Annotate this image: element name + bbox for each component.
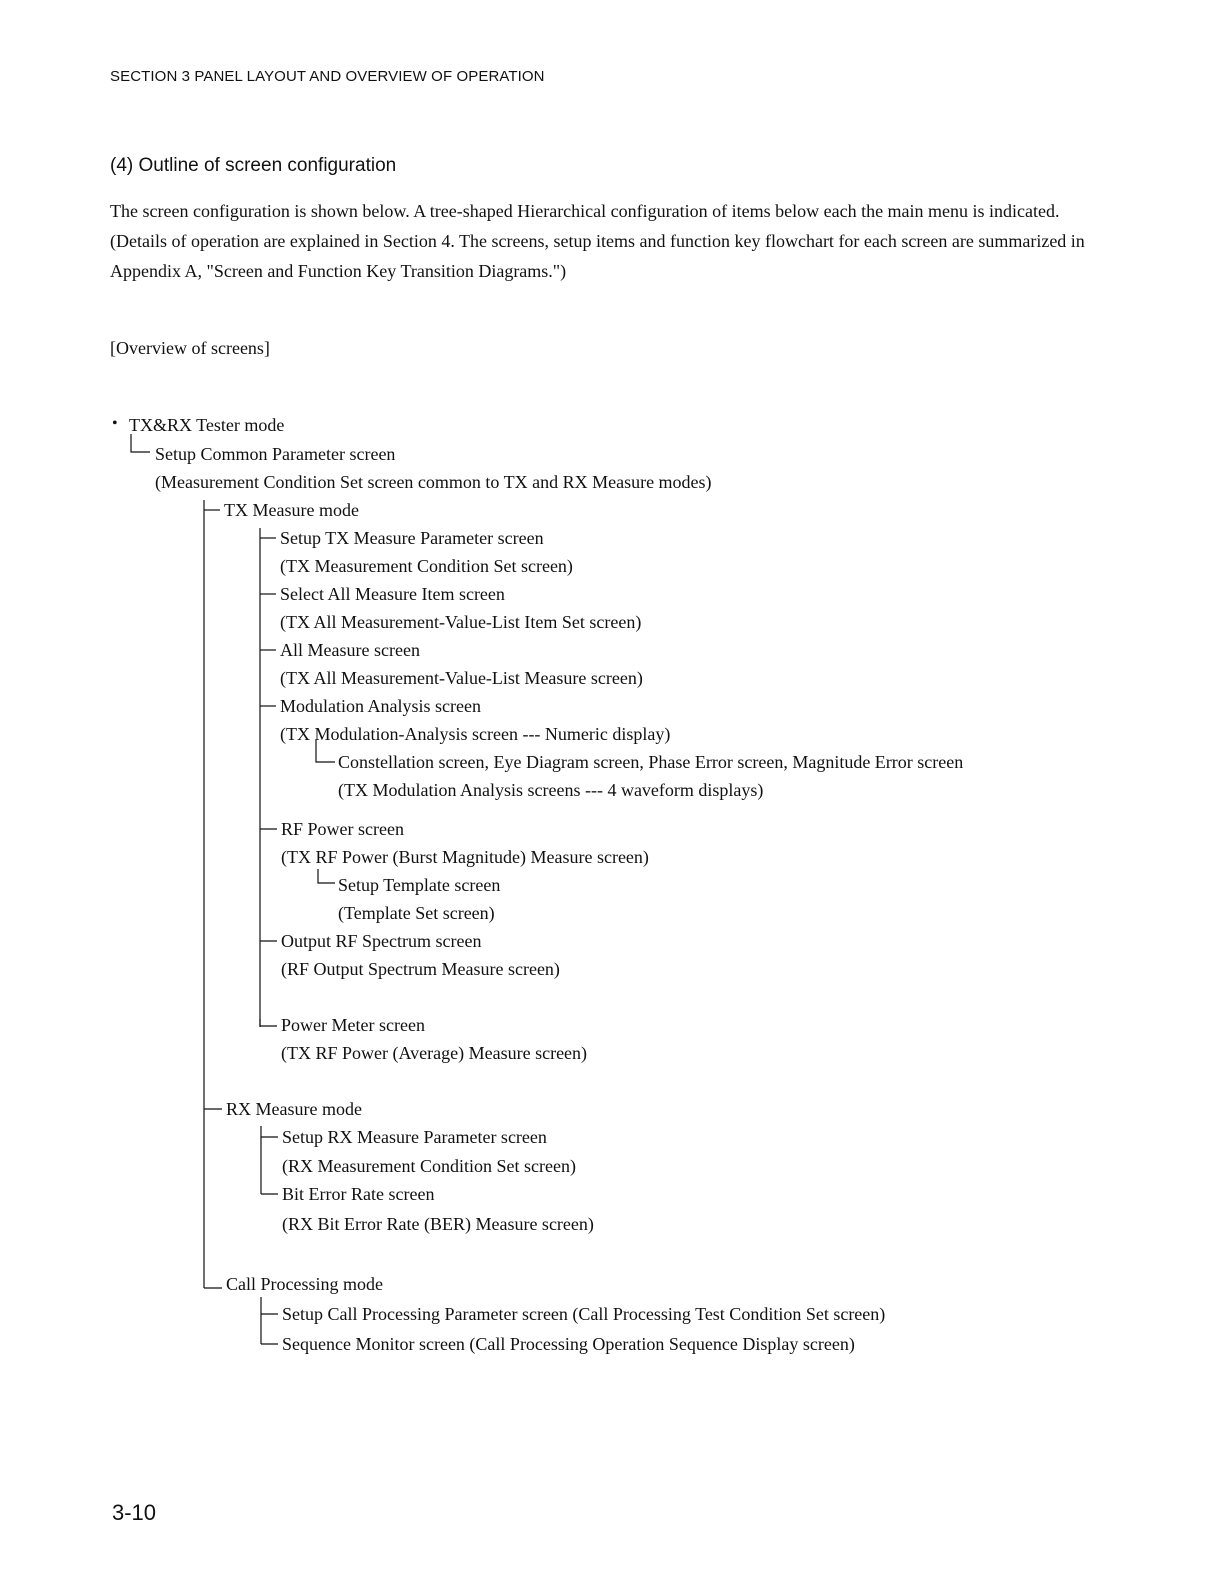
tree-tx-all-measure: All Measure screen (280, 640, 420, 660)
tree-tx-template: Setup Template screen (338, 875, 501, 895)
tree-rx-mode: RX Measure mode (226, 1099, 362, 1119)
tree-tx-spectrum-desc: (RF Output Spectrum Measure screen) (281, 959, 560, 979)
page-number: 3-10 (112, 1500, 157, 1525)
tree-tx-spectrum: Output RF Spectrum screen (281, 931, 482, 951)
tree-call-mode: Call Processing mode (226, 1274, 383, 1294)
tree-tx-constellation: Constellation screen, Eye Diagram screen, Phase Error screen, Magnitude Error screen (338, 752, 964, 772)
tree-tx-select-all: Select All Measure Item screen (280, 584, 505, 604)
tree-tx-all-measure-desc: (TX All Measurement-Value-List Measure screen) (280, 668, 643, 688)
subsection-heading: (4) Outline of screen configuration (110, 155, 397, 176)
tree-tx-constellation-desc: (TX Modulation Analysis screens --- 4 waveform displays) (338, 780, 764, 800)
tree-tx-template-desc: (Template Set screen) (338, 903, 495, 923)
tree-call-setup: Setup Call Processing Parameter screen (Call Processing Test Condition Set screen) (282, 1304, 886, 1324)
tree-tx-setup: Setup TX Measure Parameter screen (280, 528, 544, 548)
tree-root: TX&RX Tester mode (129, 415, 285, 435)
connector-tx-powermeter (260, 1019, 277, 1026)
tree-common-desc: (Measurement Condition Set screen common to TX and RX Measure modes) (155, 472, 712, 492)
tree-tx-rf-power: RF Power screen (281, 819, 404, 839)
root-bullet: • (112, 415, 118, 432)
connector-template (318, 869, 335, 883)
connector-common (131, 434, 150, 452)
intro-paragraph: The screen configuration is shown below. A tree-shaped Hierarchical configuration of items below each the main menu is indicated. (Details of operation are explained in Section 4. The screens, setup items and function key flowchart for each screen are summarized in Appendix A, "Screen and Function Key Transition Diagrams.") (110, 201, 1085, 281)
tree-tx-modulation: Modulation Analysis screen (280, 696, 481, 716)
tree-tx-power-meter: Power Meter screen (281, 1015, 425, 1035)
tree-tx-rf-power-desc: (TX RF Power (Burst Magnitude) Measure screen) (281, 847, 649, 867)
overview-label: [Overview of screens] (110, 338, 270, 358)
tree-tx-mode: TX Measure mode (224, 500, 359, 520)
tree-common: Setup Common Parameter screen (155, 444, 396, 464)
tree-rx-ber: Bit Error Rate screen (282, 1184, 435, 1204)
section-header: SECTION 3 PANEL LAYOUT AND OVERVIEW OF OPERATION (110, 68, 545, 85)
tree-tx-select-all-desc: (TX All Measurement-Value-List Item Set screen) (280, 612, 642, 632)
tree-tx-modulation-desc: (TX Modulation-Analysis screen --- Numeric display) (280, 724, 671, 744)
tree-tx-power-meter-desc: (TX RF Power (Average) Measure screen) (281, 1043, 588, 1063)
tree-call-sequence: Sequence Monitor screen (Call Processing Operation Sequence Display screen) (282, 1334, 855, 1354)
tree-tx-setup-desc: (TX Measurement Condition Set screen) (280, 556, 573, 576)
tree-rx-ber-desc: (RX Bit Error Rate (BER) Measure screen) (282, 1214, 594, 1234)
tree-rx-setup: Setup RX Measure Parameter screen (282, 1127, 547, 1147)
tree-rx-setup-desc: (RX Measurement Condition Set screen) (282, 1156, 576, 1176)
